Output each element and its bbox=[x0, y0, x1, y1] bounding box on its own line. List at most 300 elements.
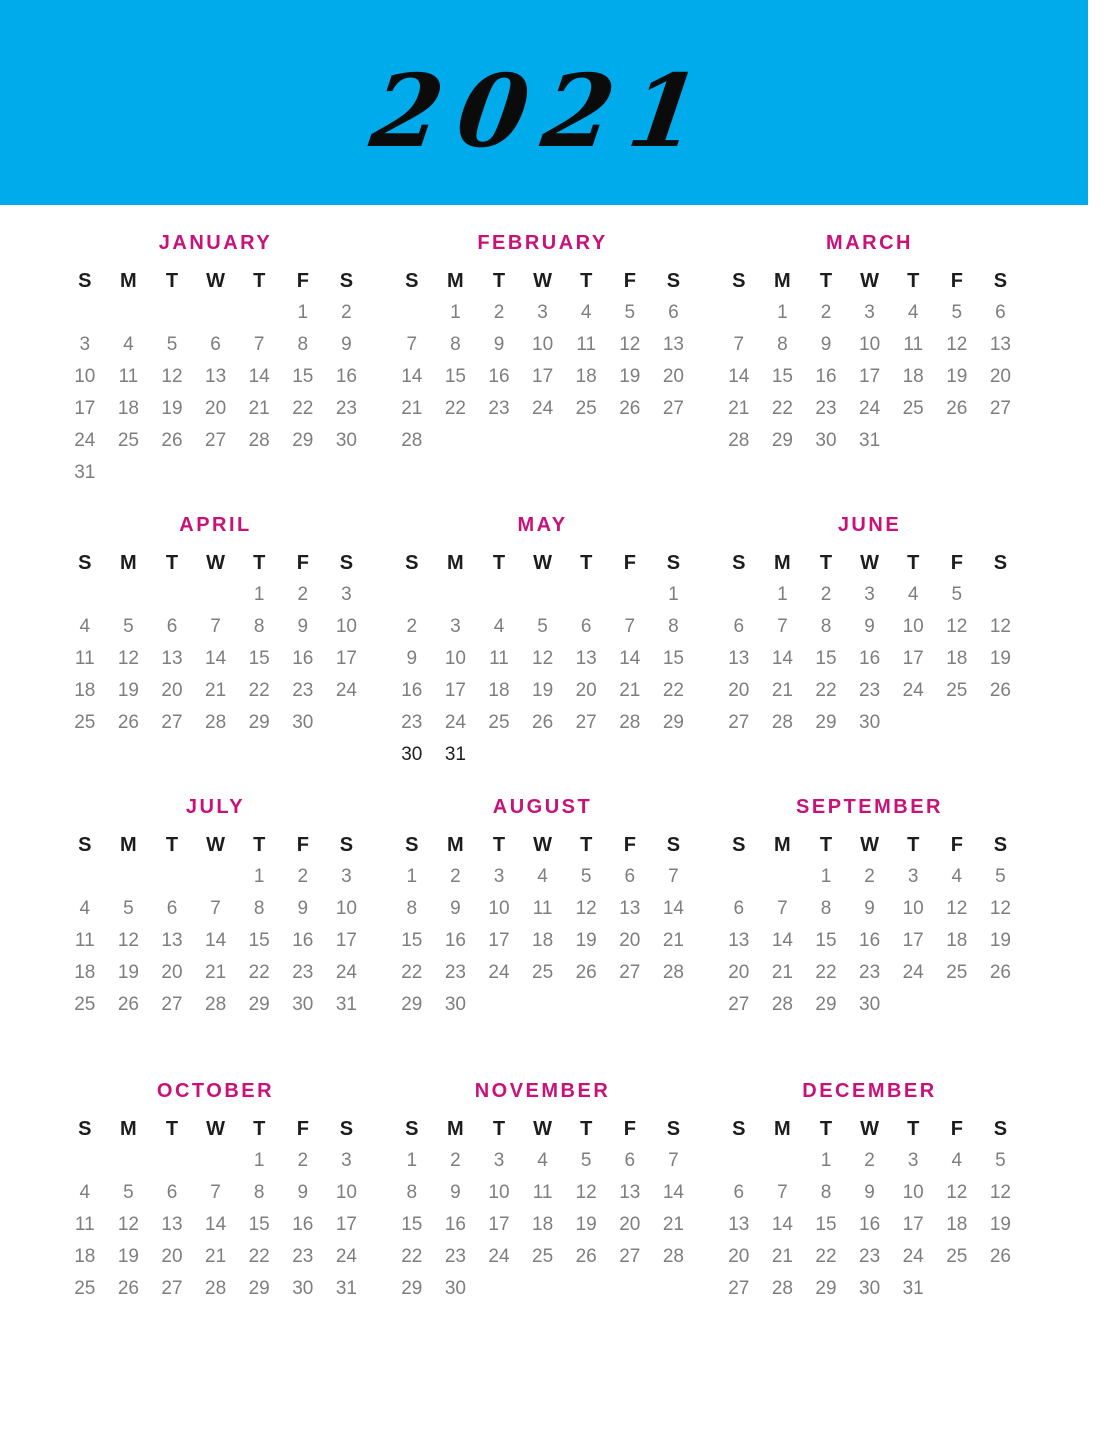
day-cell: 28 bbox=[771, 994, 793, 1015]
day-cell: 11 bbox=[74, 648, 95, 669]
day-cell: 25 bbox=[575, 398, 597, 419]
day-cell: 9 bbox=[820, 334, 832, 355]
day-cell: 19 bbox=[532, 680, 554, 701]
day-cell: 13 bbox=[161, 648, 183, 669]
day-cell: 20 bbox=[161, 962, 183, 983]
month-name: DECEMBER bbox=[802, 1080, 937, 1102]
day-cell: 7 bbox=[668, 866, 679, 887]
day-cell: 21 bbox=[248, 398, 270, 419]
day-cell: 5 bbox=[951, 302, 963, 323]
day-cell: 8 bbox=[668, 616, 679, 637]
day-cell: 18 bbox=[74, 1246, 96, 1267]
day-cell: 16 bbox=[292, 648, 314, 669]
weekday-label: T bbox=[907, 1118, 920, 1140]
month-name: JUNE bbox=[837, 514, 902, 536]
day-cell: 13 bbox=[619, 898, 641, 919]
weekday-label: W bbox=[206, 270, 226, 292]
day-cell: 10 bbox=[335, 1182, 357, 1203]
day-cell: 23 bbox=[401, 712, 423, 733]
day-cell: 29 bbox=[771, 430, 793, 451]
day-cell: 3 bbox=[341, 584, 352, 605]
day-cell: 19 bbox=[619, 366, 641, 387]
weekday-label: M bbox=[447, 552, 464, 574]
day-cell: 22 bbox=[815, 962, 837, 983]
day-cell: 22 bbox=[771, 398, 793, 419]
day-cell: 22 bbox=[401, 962, 423, 983]
day-cell: 25 bbox=[74, 1278, 96, 1299]
day-cell: 26 bbox=[989, 1246, 1011, 1267]
day-cell: 26 bbox=[117, 1278, 139, 1299]
day-cell: 15 bbox=[815, 930, 837, 951]
day-cell: 2 bbox=[406, 616, 418, 637]
month-name: FEBRUARY bbox=[477, 232, 608, 254]
day-cell: 18 bbox=[902, 366, 924, 387]
day-cell: 27 bbox=[728, 994, 750, 1015]
day-cell: 6 bbox=[210, 334, 221, 355]
day-cell: 6 bbox=[733, 1182, 745, 1203]
day-cell: 14 bbox=[205, 1214, 227, 1235]
weekday-label: W bbox=[860, 552, 880, 574]
day-cell: 14 bbox=[619, 648, 641, 669]
day-cell: 28 bbox=[771, 1278, 793, 1299]
weekday-label: S bbox=[405, 270, 419, 292]
day-cell: 16 bbox=[488, 366, 510, 387]
day-cell: 15 bbox=[815, 1214, 837, 1235]
day-cell: 9 bbox=[297, 1182, 309, 1203]
day-cell: 7 bbox=[777, 1182, 788, 1203]
weekday-label: S bbox=[666, 552, 681, 574]
day-cell: 6 bbox=[733, 616, 745, 637]
day-cell: 17 bbox=[335, 930, 357, 951]
weekday-label: S bbox=[666, 834, 681, 856]
day-cell: 20 bbox=[575, 680, 597, 701]
day-cell: 24 bbox=[532, 398, 554, 419]
day-cell: 23 bbox=[488, 398, 510, 419]
day-cell: 12 bbox=[575, 898, 597, 919]
day-cell: 14 bbox=[205, 930, 227, 951]
weekday-label: S bbox=[339, 1118, 354, 1140]
day-cell: 11 bbox=[576, 334, 597, 355]
day-cell: 16 bbox=[401, 680, 423, 701]
day-cell: 19 bbox=[117, 1246, 139, 1267]
weekday-label: T bbox=[492, 270, 506, 292]
day-cell: 12 bbox=[619, 334, 641, 355]
month-name: SEPTEMBER bbox=[796, 796, 943, 818]
weekday-label: T bbox=[165, 834, 179, 856]
day-cell: 21 bbox=[771, 680, 793, 701]
day-cell: 8 bbox=[406, 898, 418, 919]
day-cell: 10 bbox=[902, 898, 924, 919]
day-cell: 20 bbox=[161, 680, 183, 701]
weekday-label: S bbox=[405, 834, 419, 856]
day-cell: 21 bbox=[771, 1246, 793, 1267]
day-cell: 23 bbox=[859, 680, 881, 701]
day-cell: 18 bbox=[946, 1214, 968, 1235]
day-cell: 4 bbox=[580, 302, 592, 323]
day-cell: 27 bbox=[619, 962, 641, 983]
day-cell: 4 bbox=[493, 616, 505, 637]
weekday-label: F bbox=[296, 834, 309, 856]
weekday-label: S bbox=[78, 834, 92, 856]
weekday-label: T bbox=[819, 552, 833, 574]
day-cell: 16 bbox=[292, 1214, 314, 1235]
day-cell: 7 bbox=[210, 616, 221, 637]
day-cell: 15 bbox=[815, 648, 837, 669]
day-cell: 13 bbox=[728, 930, 750, 951]
weekday-label: M bbox=[447, 834, 464, 856]
weekday-header bbox=[390, 268, 695, 294]
day-cell: 5 bbox=[123, 616, 134, 637]
weekday-label: W bbox=[206, 1118, 226, 1140]
day-cell: 20 bbox=[728, 1246, 750, 1267]
day-cell: 18 bbox=[74, 962, 96, 983]
day-cell: 6 bbox=[166, 1182, 178, 1203]
day-cell: 4 bbox=[79, 1182, 91, 1203]
weekday-label: F bbox=[950, 552, 963, 574]
day-cell: 24 bbox=[488, 962, 510, 983]
day-cell: 28 bbox=[728, 430, 750, 451]
day-cell: 8 bbox=[406, 1182, 418, 1203]
day-cell: 2 bbox=[297, 1150, 309, 1171]
day-cell: 14 bbox=[205, 648, 227, 669]
weekday-label: T bbox=[580, 834, 593, 856]
weekday-label: F bbox=[296, 1118, 309, 1140]
day-cell: 2 bbox=[450, 866, 461, 887]
day-cell: 16 bbox=[335, 366, 357, 387]
day-cell: 5 bbox=[123, 898, 134, 919]
day-cell: 19 bbox=[989, 648, 1011, 669]
day-cell: 5 bbox=[166, 334, 178, 355]
day-cell: 25 bbox=[117, 430, 139, 451]
day-cell: 23 bbox=[859, 1246, 881, 1267]
day-cell: 4 bbox=[951, 1150, 963, 1171]
day-cell: 25 bbox=[946, 680, 968, 701]
day-cell: 28 bbox=[662, 962, 684, 983]
day-cell: 15 bbox=[444, 366, 466, 387]
day-cell: 13 bbox=[161, 930, 183, 951]
day-cell: 1 bbox=[406, 1150, 418, 1171]
day-cell: 19 bbox=[117, 680, 139, 701]
day-cell: 28 bbox=[619, 712, 641, 733]
weekday-label: S bbox=[993, 1118, 1008, 1140]
month-name: JULY bbox=[185, 796, 246, 818]
day-cell: 12 bbox=[989, 898, 1011, 919]
weekday-label: T bbox=[165, 270, 179, 292]
day-cell: 29 bbox=[248, 994, 270, 1015]
weekday-label: T bbox=[580, 1118, 593, 1140]
day-cell: 14 bbox=[728, 366, 750, 387]
weekday-label: T bbox=[165, 1118, 179, 1140]
weekday-label: T bbox=[907, 270, 920, 292]
day-cell: 25 bbox=[74, 712, 96, 733]
day-cell: 13 bbox=[161, 1214, 183, 1235]
day-cell: 20 bbox=[662, 366, 684, 387]
month-name: NOVEMBER bbox=[474, 1080, 611, 1102]
day-cell: 1 bbox=[253, 584, 265, 605]
day-cell: 23 bbox=[292, 680, 314, 701]
day-cell: 24 bbox=[859, 398, 881, 419]
day-cell: 7 bbox=[210, 898, 221, 919]
weekday-header bbox=[63, 550, 368, 576]
day-cell: 6 bbox=[166, 616, 178, 637]
day-cell: 14 bbox=[662, 1182, 684, 1203]
day-cell: 6 bbox=[624, 866, 636, 887]
day-cell: 26 bbox=[161, 430, 183, 451]
weekday-label: S bbox=[78, 552, 92, 574]
day-cell: 9 bbox=[450, 898, 461, 919]
day-cell: 29 bbox=[248, 1278, 270, 1299]
day-cell: 15 bbox=[401, 930, 423, 951]
day-cell: 12 bbox=[989, 1182, 1011, 1203]
day-cell: 25 bbox=[946, 962, 968, 983]
day-cell: 19 bbox=[989, 1214, 1011, 1235]
day-cell: 4 bbox=[907, 302, 919, 323]
weekday-label: M bbox=[774, 834, 791, 856]
day-cell: 23 bbox=[444, 962, 466, 983]
weekday-label: M bbox=[120, 270, 137, 292]
weekday-header bbox=[63, 1116, 368, 1142]
weekday-label: M bbox=[120, 1118, 137, 1140]
day-cell: 21 bbox=[619, 680, 641, 701]
day-cell: 31 bbox=[335, 1278, 357, 1299]
day-cell: 9 bbox=[297, 898, 309, 919]
day-cell: 14 bbox=[662, 898, 684, 919]
day-cell: 22 bbox=[248, 1246, 270, 1267]
day-cell: 20 bbox=[161, 1246, 183, 1267]
day-cell: 9 bbox=[864, 898, 875, 919]
day-cell: 22 bbox=[815, 1246, 837, 1267]
weekday-label: S bbox=[666, 1118, 681, 1140]
day-cell: 16 bbox=[859, 1214, 881, 1235]
day-cell: 17 bbox=[488, 1214, 510, 1235]
day-cell: 1 bbox=[820, 866, 832, 887]
day-cell: 4 bbox=[123, 334, 134, 355]
day-cell: 17 bbox=[902, 648, 924, 669]
day-cell: 8 bbox=[253, 898, 265, 919]
day-cell: 14 bbox=[401, 366, 423, 387]
day-cell: 28 bbox=[205, 1278, 227, 1299]
day-cell: 25 bbox=[488, 712, 510, 733]
day-cell: 30 bbox=[292, 1278, 314, 1299]
day-cell: 19 bbox=[575, 1214, 597, 1235]
weekday-label: T bbox=[253, 270, 266, 292]
day-cell: 16 bbox=[859, 648, 881, 669]
weekday-label: M bbox=[120, 834, 137, 856]
day-cell: 18 bbox=[532, 1214, 554, 1235]
day-cell: 1 bbox=[450, 302, 461, 323]
day-cell: 24 bbox=[335, 962, 357, 983]
day-cell: 2 bbox=[450, 1150, 461, 1171]
day-cell: 21 bbox=[728, 398, 750, 419]
day-cell: 14 bbox=[771, 648, 793, 669]
day-cell: 1 bbox=[253, 1150, 265, 1171]
weekday-header bbox=[717, 832, 1022, 858]
day-cell: 29 bbox=[815, 994, 837, 1015]
day-cell: 10 bbox=[532, 334, 554, 355]
day-cell: 30 bbox=[859, 994, 881, 1015]
day-cell: 16 bbox=[859, 930, 881, 951]
day-cell: 8 bbox=[820, 1182, 832, 1203]
day-cell: 18 bbox=[575, 366, 597, 387]
weekday-label: M bbox=[447, 270, 464, 292]
weekday-label: W bbox=[533, 270, 553, 292]
day-cell: 15 bbox=[248, 930, 270, 951]
day-cell: 7 bbox=[777, 898, 788, 919]
day-cell: 24 bbox=[444, 712, 466, 733]
day-cell: 2 bbox=[864, 1150, 875, 1171]
day-cell: 9 bbox=[341, 334, 352, 355]
day-cell: 30 bbox=[292, 994, 314, 1015]
day-cell: 10 bbox=[488, 1182, 510, 1203]
day-cell: 23 bbox=[292, 962, 314, 983]
day-cell: 30 bbox=[401, 744, 423, 765]
day-cell: 2 bbox=[820, 302, 832, 323]
day-cell: 28 bbox=[205, 712, 227, 733]
day-cell: 24 bbox=[335, 680, 357, 701]
day-cell: 10 bbox=[444, 648, 466, 669]
day-cell: 3 bbox=[493, 1150, 505, 1171]
weekday-header bbox=[717, 268, 1022, 294]
day-cell: 9 bbox=[450, 1182, 461, 1203]
day-cell: 29 bbox=[815, 1278, 837, 1299]
day-cell: 29 bbox=[401, 1278, 423, 1299]
day-cell: 11 bbox=[532, 1182, 553, 1203]
weekday-label: S bbox=[405, 552, 419, 574]
day-cell: 2 bbox=[341, 302, 352, 323]
day-cell: 31 bbox=[444, 744, 466, 765]
day-cell: 25 bbox=[532, 962, 554, 983]
day-cell: 21 bbox=[771, 962, 793, 983]
day-cell: 24 bbox=[902, 962, 924, 983]
day-cell: 8 bbox=[297, 334, 309, 355]
day-cell: 21 bbox=[401, 398, 423, 419]
weekday-label: T bbox=[165, 552, 179, 574]
day-cell: 26 bbox=[532, 712, 554, 733]
day-cell: 10 bbox=[902, 1182, 924, 1203]
day-cell: 1 bbox=[777, 584, 788, 605]
year-title: 2021 bbox=[364, 52, 724, 170]
day-cell: 19 bbox=[946, 366, 968, 387]
weekday-header bbox=[390, 550, 695, 576]
day-cell: 17 bbox=[74, 398, 96, 419]
weekday-label: W bbox=[860, 270, 880, 292]
day-cell: 27 bbox=[161, 1278, 183, 1299]
month-name: AUGUST bbox=[492, 796, 593, 818]
day-cell: 19 bbox=[989, 930, 1011, 951]
day-cell: 8 bbox=[253, 1182, 265, 1203]
day-cell: 7 bbox=[210, 1182, 221, 1203]
day-cell: 2 bbox=[864, 866, 875, 887]
weekday-label: M bbox=[774, 552, 791, 574]
day-cell: 17 bbox=[859, 366, 881, 387]
day-cell: 20 bbox=[619, 930, 641, 951]
day-cell: 30 bbox=[444, 994, 466, 1015]
month-name: MAY bbox=[517, 514, 568, 536]
day-cell: 1 bbox=[253, 866, 265, 887]
day-cell: 27 bbox=[575, 712, 597, 733]
day-cell: 10 bbox=[859, 334, 881, 355]
day-cell: 12 bbox=[117, 1214, 139, 1235]
day-cell: 3 bbox=[907, 866, 919, 887]
day-cell: 26 bbox=[946, 398, 968, 419]
day-cell: 3 bbox=[864, 302, 875, 323]
day-cell: 3 bbox=[341, 866, 352, 887]
day-cell: 25 bbox=[532, 1246, 554, 1267]
day-cell: 1 bbox=[820, 1150, 832, 1171]
day-cell: 2 bbox=[493, 302, 505, 323]
day-cell: 11 bbox=[74, 930, 95, 951]
weekday-label: S bbox=[78, 270, 92, 292]
weekday-label: F bbox=[623, 552, 636, 574]
weekday-label: S bbox=[732, 1118, 746, 1140]
day-cell: 22 bbox=[662, 680, 684, 701]
day-cell: 12 bbox=[989, 616, 1011, 637]
day-cell: 30 bbox=[815, 430, 837, 451]
day-cell: 12 bbox=[946, 898, 968, 919]
day-cell: 12 bbox=[946, 334, 968, 355]
day-cell: 23 bbox=[815, 398, 837, 419]
weekday-label: T bbox=[492, 1118, 506, 1140]
day-cell: 29 bbox=[248, 712, 270, 733]
day-cell: 27 bbox=[205, 430, 227, 451]
day-cell: 18 bbox=[532, 930, 554, 951]
day-cell: 22 bbox=[292, 398, 314, 419]
day-cell: 1 bbox=[777, 302, 788, 323]
day-cell: 21 bbox=[205, 680, 227, 701]
day-cell: 24 bbox=[488, 1246, 510, 1267]
weekday-label: T bbox=[907, 552, 920, 574]
day-cell: 15 bbox=[771, 366, 793, 387]
weekday-label: F bbox=[623, 834, 636, 856]
day-cell: 28 bbox=[771, 712, 793, 733]
day-cell: 22 bbox=[444, 398, 466, 419]
day-cell: 6 bbox=[995, 302, 1006, 323]
day-cell: 9 bbox=[297, 616, 309, 637]
day-cell: 21 bbox=[662, 930, 684, 951]
day-cell: 11 bbox=[74, 1214, 95, 1235]
day-cell: 28 bbox=[248, 430, 270, 451]
day-cell: 18 bbox=[946, 930, 968, 951]
day-cell: 21 bbox=[205, 962, 227, 983]
day-cell: 10 bbox=[488, 898, 510, 919]
weekday-label: T bbox=[819, 834, 833, 856]
day-cell: 27 bbox=[619, 1246, 641, 1267]
day-cell: 2 bbox=[297, 866, 309, 887]
day-cell: 3 bbox=[79, 334, 91, 355]
day-cell: 5 bbox=[123, 1182, 134, 1203]
day-cell: 21 bbox=[205, 1246, 227, 1267]
day-cell: 30 bbox=[335, 430, 357, 451]
day-cell: 3 bbox=[450, 616, 461, 637]
weekday-label: T bbox=[492, 552, 506, 574]
day-cell: 15 bbox=[248, 648, 270, 669]
day-cell: 26 bbox=[575, 962, 597, 983]
day-cell: 16 bbox=[444, 930, 466, 951]
day-cell: 28 bbox=[662, 1246, 684, 1267]
day-cell: 18 bbox=[117, 398, 139, 419]
day-cell: 4 bbox=[79, 898, 91, 919]
day-cell: 19 bbox=[161, 398, 183, 419]
day-cell: 17 bbox=[902, 930, 924, 951]
day-cell: 29 bbox=[662, 712, 684, 733]
day-cell: 24 bbox=[74, 430, 96, 451]
day-cell: 5 bbox=[995, 866, 1006, 887]
weekday-label: S bbox=[339, 552, 354, 574]
month-name: JANUARY bbox=[158, 232, 273, 254]
day-cell: 12 bbox=[575, 1182, 597, 1203]
day-cell: 3 bbox=[341, 1150, 352, 1171]
day-cell: 29 bbox=[292, 430, 314, 451]
